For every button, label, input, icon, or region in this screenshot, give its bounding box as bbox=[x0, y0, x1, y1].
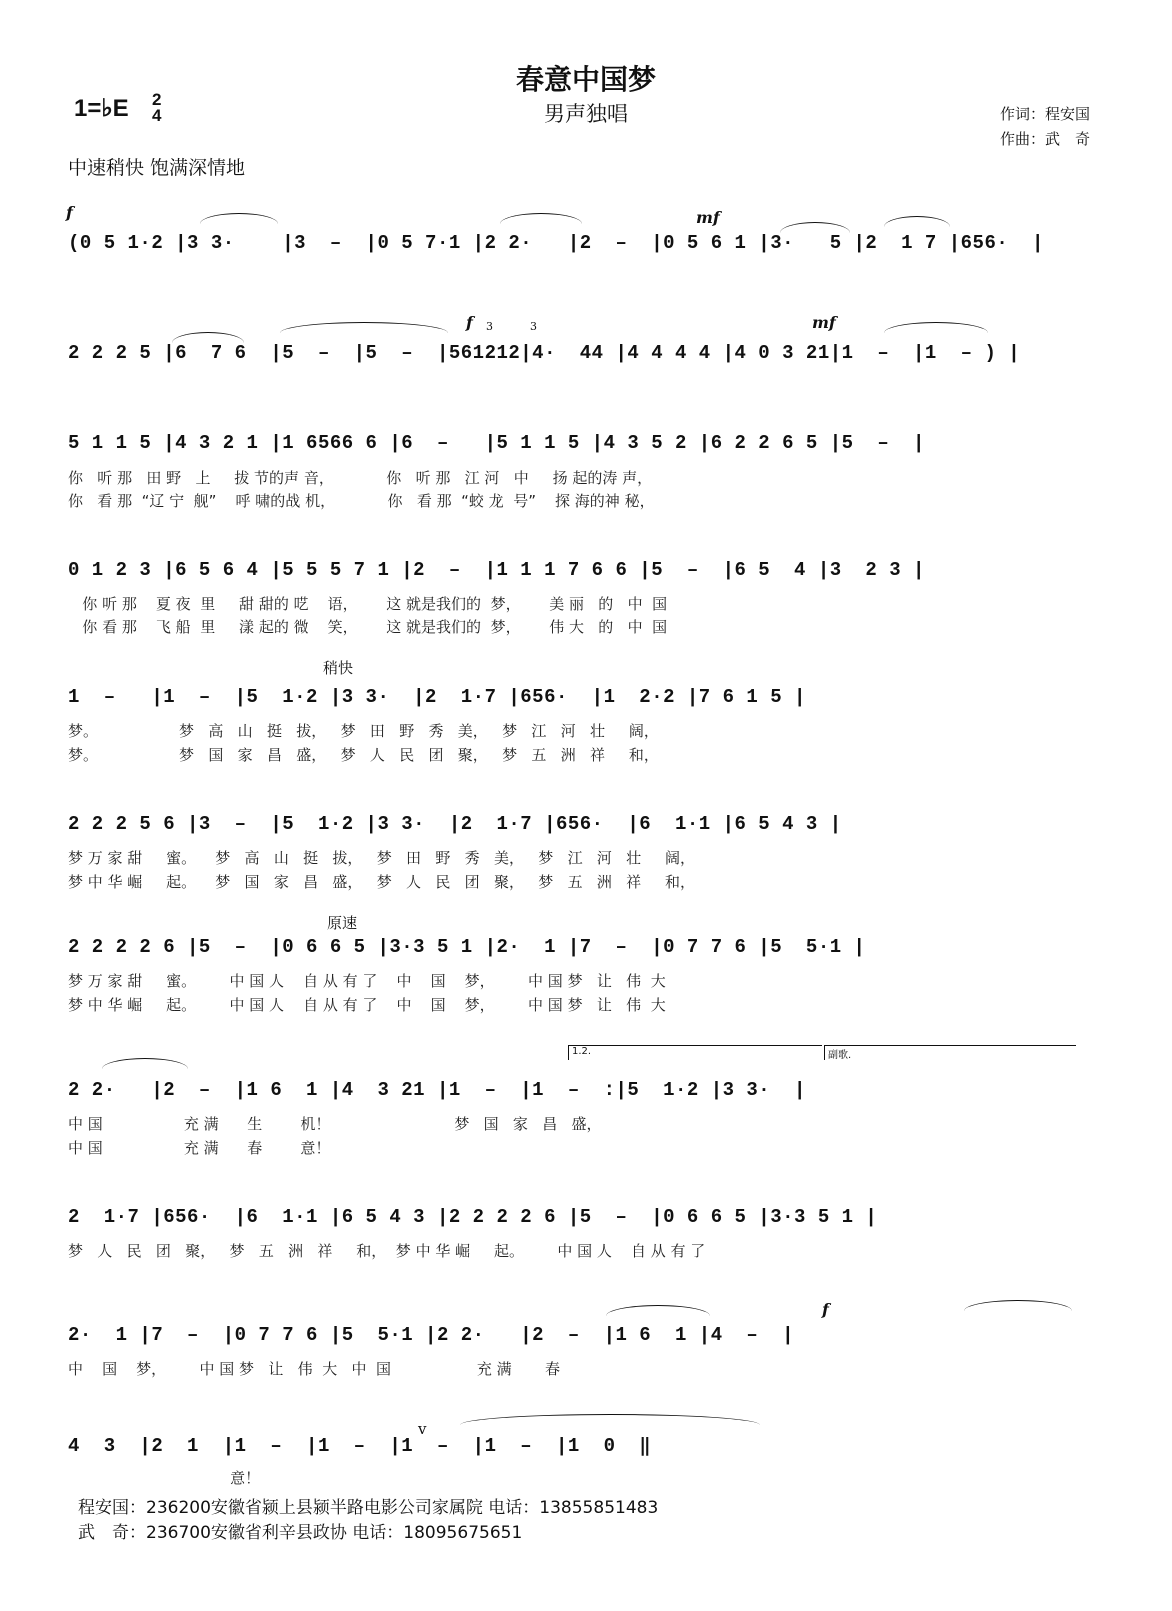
volta-label: 1.2. bbox=[572, 1046, 592, 1057]
lyrics-row-10a: 中 国 梦， 中 国 梦 让 伟 大 中 国 充 满 春 bbox=[68, 1360, 561, 1378]
notation-row-1: (0 5 1·2 |3 3· |3 – |0 5 7·1 |2 2· |2 – |0 5 6 1 |3· 5 |2 1 7 |656· | bbox=[68, 232, 1044, 254]
triplet-mark-2: 3 bbox=[530, 320, 537, 333]
tempo-change-faster: 稍快 bbox=[323, 659, 354, 677]
time-signature bbox=[152, 92, 161, 124]
dynamic-f-3: f bbox=[822, 1300, 829, 1319]
lyrics-row-4a: 你 听 那 夏 夜 里 甜 甜的 呓 语， 这 就是我们的 梦， 美 丽 的 中 国 bbox=[68, 595, 668, 613]
lyrics-row-5a: 梦。 梦 高 山 挺 拔， 梦 田 野 秀 美， 梦 江 河 壮 阔， bbox=[68, 722, 659, 740]
lyricist-credit: 作词：程安国 bbox=[1000, 105, 1091, 123]
dynamic-mf-1: mf bbox=[696, 208, 720, 227]
slur bbox=[884, 322, 988, 333]
dynamic-f-1: f bbox=[66, 203, 73, 222]
slur bbox=[200, 213, 278, 224]
notation-row-10: 2· 1 |7 – |0 7 7 6 |5 5·1 |2 2· |2 – |1 6 1 |4 – | bbox=[68, 1324, 795, 1346]
lyrics-row-7b: 梦 中 华 崛 起。 中 国 人 自 从 有 了 中 国 梦， 中 国 梦 让 伟 大 bbox=[68, 996, 666, 1014]
lyrics-row-11a: 意！ bbox=[68, 1469, 261, 1487]
volta-bracket bbox=[568, 1045, 822, 1060]
lyrics-row-7a: 梦 万 家 甜 蜜。 中 国 人 自 从 有 了 中 国 梦， 中 国 梦 让 伟 大 bbox=[68, 972, 666, 990]
chorus-bracket bbox=[824, 1045, 1076, 1060]
dynamic-f-2: f bbox=[466, 313, 473, 332]
slur bbox=[460, 1414, 760, 1425]
slur bbox=[884, 216, 950, 227]
slur bbox=[280, 322, 448, 333]
lyrics-row-3a: 你 听 那 田 野 上 拔 节的声 音， 你 听 那 江 河 中 扬 起的涛 声， bbox=[68, 469, 653, 487]
lyrics-row-8a: 中 国 充 满 生 机！ 梦 国 家 昌 盛， bbox=[68, 1115, 602, 1133]
lyrics-row-6a: 梦 万 家 甜 蜜。 梦 高 山 挺 拔， 梦 田 野 秀 美， 梦 江 河 壮 阔， bbox=[68, 849, 696, 867]
lyrics-row-6b: 梦 中 华 崛 起。 梦 国 家 昌 盛， 梦 人 民 团 聚， 梦 五 洲 祥 和， bbox=[68, 873, 696, 891]
song-title: 春意中国梦 bbox=[515, 63, 656, 96]
notation-row-2: 2 2 2 5 |6 7 6 |5 – |5 – |561212|4· 44 |4 4 4 4 |4 0 3 21|1 – |1 – ) | bbox=[68, 342, 1021, 364]
dynamic-mf-2: mf bbox=[812, 313, 836, 332]
notation-row-11: 4 3 |2 1 |1 – |1 – |1 – |1 – |1 0 ‖ bbox=[68, 1435, 652, 1457]
notation-row-4: 0 1 2 3 |6 5 6 4 |5 5 5 7 1 |2 – |1 1 1 7 6 6 |5 – |6 5 4 |3 2 3 | bbox=[68, 559, 925, 581]
chorus-label: 副歌. bbox=[828, 1050, 852, 1061]
lyrics-row-4b: 你 看 那 飞 船 里 漾 起的 微 笑， 这 就是我们的 梦， 伟 大 的 中 国 bbox=[68, 618, 668, 636]
slur bbox=[964, 1300, 1072, 1311]
notation-row-7: 2 2 2 2 6 |5 – |0 6 6 5 |3·3 5 1 |2· 1 |7 – |0 7 7 6 |5 5·1 | bbox=[68, 936, 866, 958]
time-top: 2 bbox=[152, 90, 162, 109]
lyrics-row-8b: 中 国 充 满 春 意！ bbox=[68, 1139, 331, 1157]
notation-row-9: 2 1·7 |656· |6 1·1 |6 5 4 3 |2 2 2 2 6 |5 – |0 6 6 5 |3·3 5 1 | bbox=[68, 1206, 878, 1228]
notation-row-8: 2 2· |2 – |1 6 1 |4 3 21 |1 – |1 – :|5 1·2 |3 3· | bbox=[68, 1079, 806, 1101]
time-bottom: 4 bbox=[152, 106, 162, 125]
tempo-change-original: 原速 bbox=[327, 914, 358, 932]
contact-lyricist: 程安国：236200安徽省颍上县颍半路电影公司家属院 电话：13855851483 bbox=[78, 1498, 659, 1518]
composer-credit: 作曲：武 奇 bbox=[1000, 130, 1091, 148]
lyrics-row-3b: 你 看 那 “辽 宁 舰” 呼 啸的战 机， 你 看 那 “蛟 龙 号” 探 海的神 秘， bbox=[68, 492, 655, 510]
slur bbox=[606, 1305, 710, 1316]
breath-mark: v bbox=[418, 1420, 427, 1438]
tempo-marking: 中速稍快 饱满深情地 bbox=[68, 157, 246, 179]
triplet-mark-1: 3 bbox=[486, 320, 493, 333]
key-signature: 1=♭E bbox=[74, 95, 129, 122]
contact-composer: 武 奇：236700安徽省利辛县政协 电话：18095675651 bbox=[78, 1523, 523, 1543]
notation-row-3: 5 1 1 5 |4 3 2 1 |1 6566 6 |6 – |5 1 1 5 |4 3 5 2 |6 2 2 6 5 |5 – | bbox=[68, 432, 925, 454]
slur bbox=[500, 213, 582, 224]
lyrics-row-9a: 梦 人 民 团 聚， 梦 五 洲 祥 和， 梦 中 华 崛 起。 中 国 人 自 从 有 了 bbox=[68, 1242, 706, 1260]
lyrics-row-5b: 梦。 梦 国 家 昌 盛， 梦 人 民 团 聚， 梦 五 洲 祥 和， bbox=[68, 746, 659, 764]
song-subtitle: 男声独唱 bbox=[544, 102, 628, 126]
slur bbox=[102, 1058, 188, 1069]
notation-row-6: 2 2 2 5 6 |3 – |5 1·2 |3 3· |2 1·7 |656· |6 1·1 |6 5 4 3 | bbox=[68, 813, 842, 835]
notation-row-5: 1 – |1 – |5 1·2 |3 3· |2 1·7 |656· |1 2·2 |7 6 1 5 | bbox=[68, 686, 806, 708]
